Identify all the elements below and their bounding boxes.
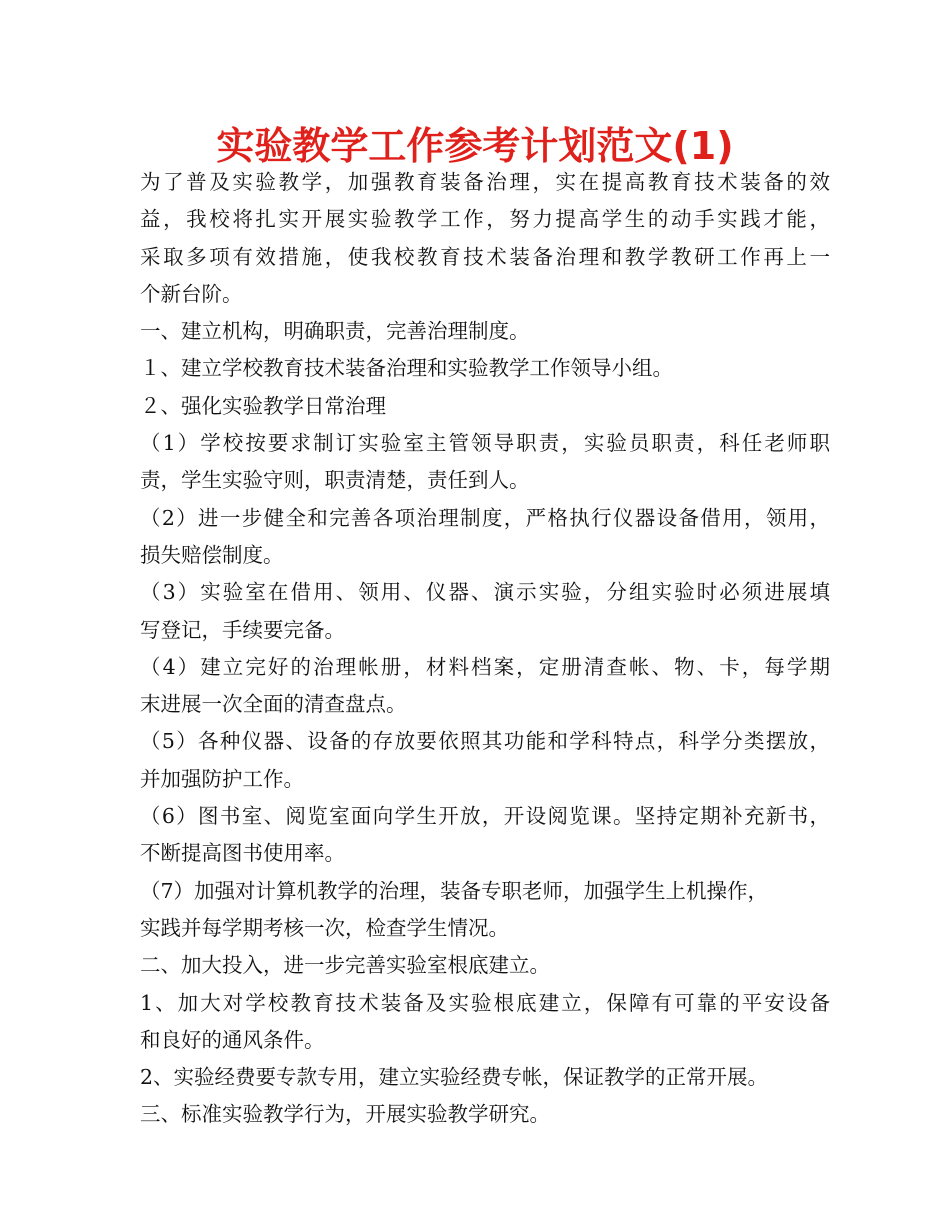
document-title: 实验教学工作参考计划范文(1) xyxy=(216,124,734,168)
list-item: （3）实验室在借用、领用、仪器、演示实验，分组实验时必须进展填 xyxy=(140,580,830,605)
list-item: （1）学校按要求制订实验室主管领导职责，实验员职责，科任老师职 xyxy=(140,431,830,456)
paragraph-line: 损失赔偿制度。 xyxy=(140,542,284,567)
paragraph-line: 责，学生实验守则，职责清楚，责任到人。 xyxy=(140,468,530,493)
document-body xyxy=(140,164,830,1134)
list-item: ２、强化实验教学日常治理 xyxy=(140,393,386,418)
paragraph-line: 益，我校将扎实开展实验教学工作，努力提高学生的动手实践才能， xyxy=(140,207,830,232)
section-heading: 二、加大投入，进一步完善实验室根底建立。 xyxy=(140,953,550,978)
paragraph-line: 写登记，手续要完备。 xyxy=(140,617,345,642)
section-heading: 三、标准实验教学行为，开展实验教学研究。 xyxy=(140,1102,550,1127)
paragraph-line: 实践并每学期考核一次，检查学生情况。 xyxy=(140,915,509,940)
paragraph-line: 为了普及实验教学，加强教育装备治理，实在提高教育技术装备的效 xyxy=(140,170,830,194)
list-item: （7）加强对计算机教学的治理，装备专职老师，加强学生上机操作， xyxy=(140,878,769,903)
list-item: 1、加大对学校教育技术装备及实验根底建立，保障有可靠的平安设备 xyxy=(140,990,830,1015)
paragraph-line: 个新台阶。 xyxy=(140,281,243,306)
paragraph-line: 并加强防护工作。 xyxy=(140,766,304,791)
list-item: １、建立学校教育技术装备治理和实验教学工作领导小组。 xyxy=(140,356,673,381)
list-item: （5）各种仪器、设备的存放要依照其功能和学科特点，科学分类摆放， xyxy=(140,729,830,754)
list-item: （2）进一步健全和完善各项治理制度，严格执行仪器设备借用，领用， xyxy=(140,505,830,530)
paragraph-line: 末进展一次全面的清查盘点。 xyxy=(140,692,407,717)
section-heading: 一、建立机构，明确职责，完善治理制度。 xyxy=(140,319,530,344)
list-item: 2、实验经费要专款专用，建立实验经费专帐，保证教学的正常开展。 xyxy=(140,1065,769,1090)
paragraph-line: 不断提高图书使用率。 xyxy=(140,841,345,866)
list-item: （4）建立完好的治理帐册，材料档案，定册清查帐、物、卡，每学期 xyxy=(140,654,830,679)
paragraph-line: 采取多项有效措施，使我校教育技术装备治理和教学教研工作再上一 xyxy=(140,244,830,269)
paragraph-line: 和良好的通风条件。 xyxy=(140,1027,325,1052)
list-item: （6）图书室、阅览室面向学生开放，开设阅览课。坚持定期补充新书， xyxy=(140,804,830,829)
